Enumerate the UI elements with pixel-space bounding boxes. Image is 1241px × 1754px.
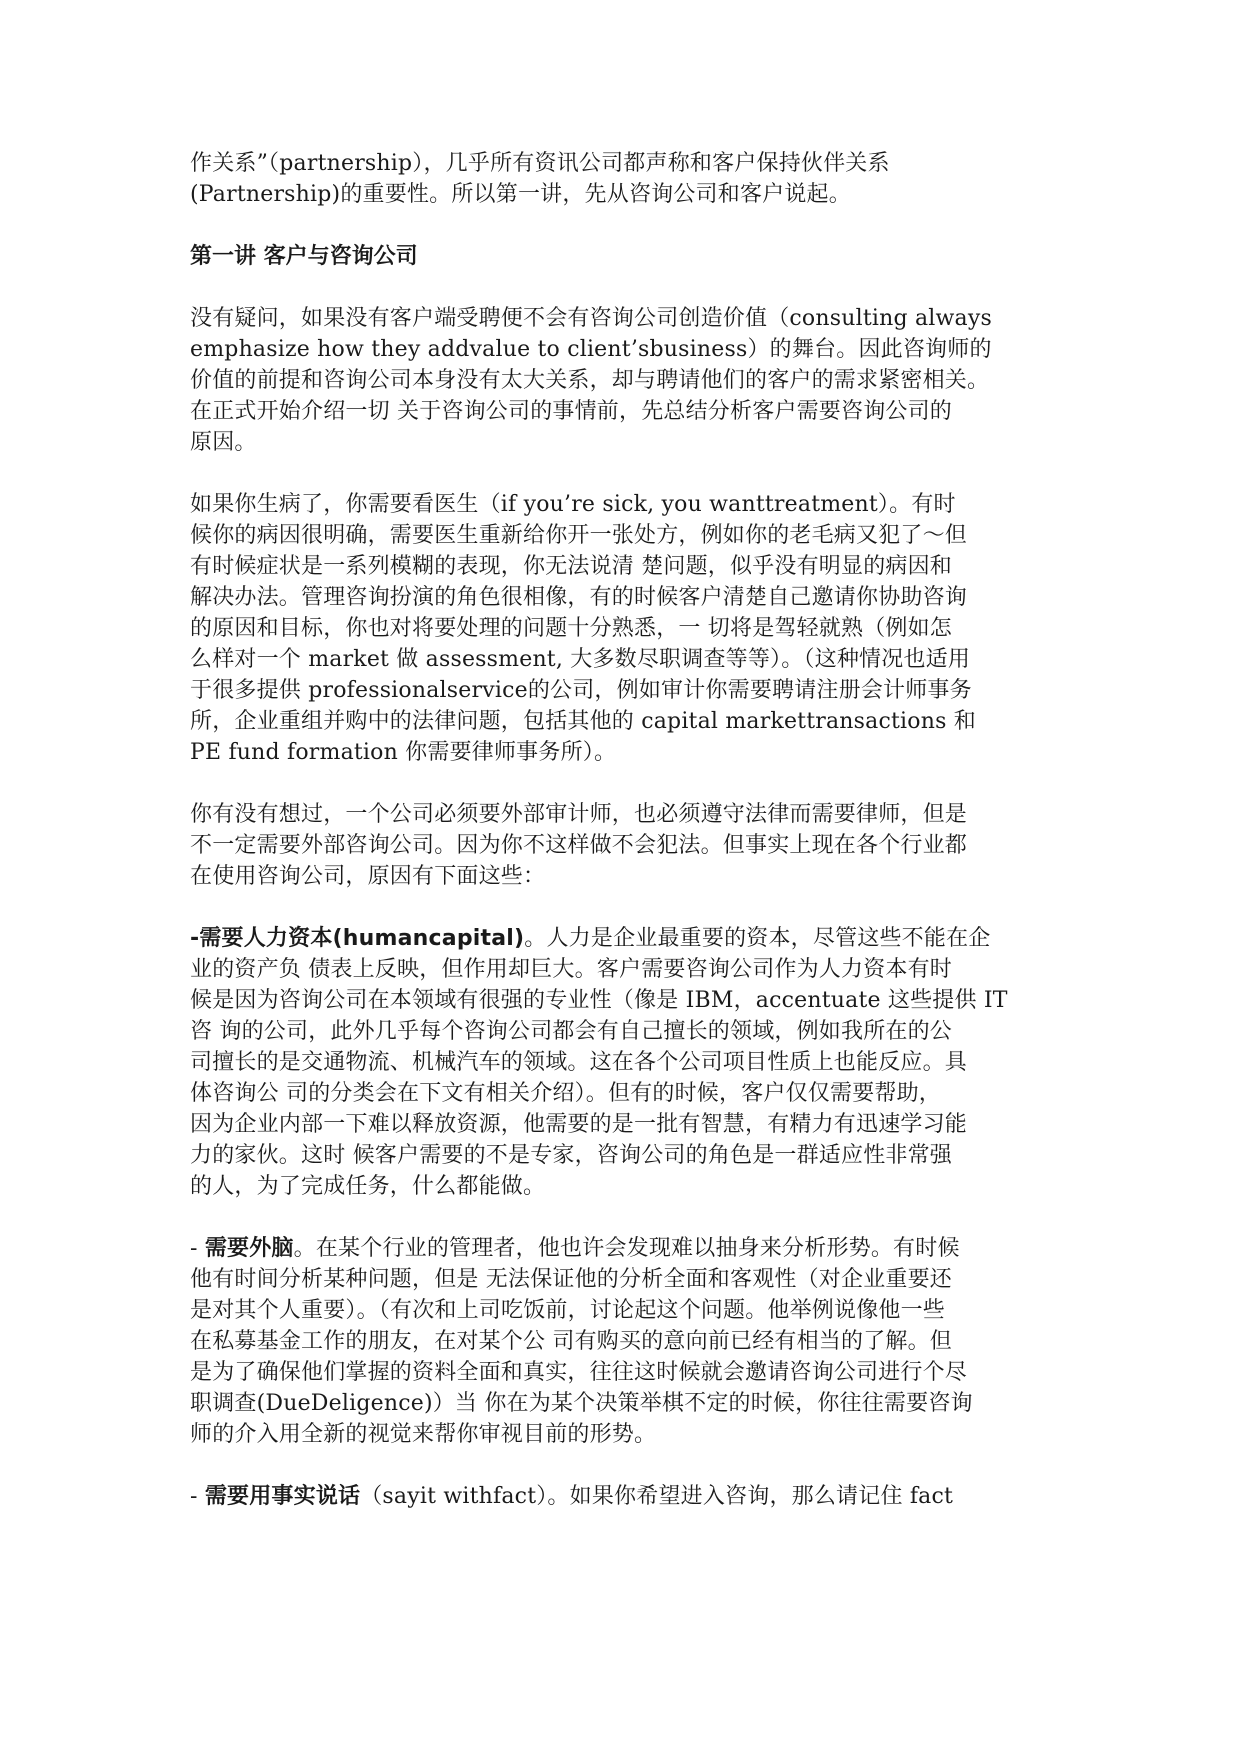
paragraph-human-capital	[190, 923, 1070, 1202]
paragraph-2	[190, 489, 1070, 768]
paragraph-external-brain	[190, 1233, 1070, 1450]
text-line: 职调查(DueDeligence)）当 你在为某个决策举棋不定的时候，你往往需要咨询	[190, 1391, 973, 1416]
text-line: 在使用咨询公司，原因有下面这些：	[190, 864, 546, 889]
text-line: 在私募基金工作的朋友，在对某个公 司有购买的意向前已经有相当的了解。但	[190, 1329, 952, 1354]
text-line: 候你的病因很明确，需要医生重新给你开一张处方，例如你的老毛病又犯了～但	[190, 523, 968, 548]
bullet-rest: 。人力是企业最重要的资本，尽管这些不能在企	[524, 926, 991, 951]
paragraph-facts	[190, 1481, 1070, 1512]
text-line: 司擅长的是交通物流、机械汽车的领域。这在各个公司项目性质上也能反应。具	[190, 1050, 968, 1075]
text-line-first	[190, 923, 1070, 954]
text-line: 是为了确保他们掌握的资料全面和真实，往往这时候就会邀请咨询公司进行个尽	[190, 1360, 968, 1385]
bullet-dash: -	[190, 1236, 205, 1261]
bullet-rest: 。在某个行业的管理者，他也许会发现难以抽身来分析形势。有时候	[293, 1236, 960, 1261]
paragraph-1	[190, 303, 1070, 458]
text-line: 是对其个人重要）。（有次和上司吃饭前，讨论起这个问题。他举例说像他一些	[190, 1298, 946, 1323]
text-line: 如果你生病了，你需要看医生（if you’re sick, you wanttreatment）。有时	[190, 492, 956, 517]
text-line: 不一定需要外部咨询公司。因为你不这样做不会犯法。但事实上现在各个行业都	[190, 833, 968, 858]
text-line: 作关系”（partnership），几乎所有资讯公司都声称和客户保持伙伴关系	[190, 151, 890, 176]
text-line-first	[190, 1481, 1070, 1512]
text-line: 他有时间分析某种问题，但是 无法保证他的分析全面和客观性（对企业重要还	[190, 1267, 952, 1292]
text-line: 所，企业重组并购中的法律问题，包括其他的 capital markettransactions 和	[190, 709, 976, 734]
text-line: emphasize how they addvalue to client’sbusiness）的舞台。因此咨询师的	[190, 337, 992, 362]
paragraph-3	[190, 799, 1070, 892]
bullet-lead-external-brain: 需要外脑	[204, 1236, 294, 1261]
text-line: 于很多提供 professionalservice的公司，例如审计你需要聘请注册会计师事务	[190, 678, 972, 703]
text-line: 师的介入用全新的视觉来帮你审视目前的形势。	[190, 1422, 657, 1447]
text-line: 候是因为咨询公司在本领域有很强的专业性（像是 IBM，accentuate 这些提供 IT	[190, 988, 1008, 1013]
text-line: 因为企业内部一下难以释放资源，他需要的是一批有智慧，有精力有迅速学习能	[190, 1112, 968, 1137]
text-line: 价值的前提和咨询公司本身没有太大关系，却与聘请他们的客户的需求紧密相关。	[190, 368, 990, 393]
bullet-lead-facts: 需要用事实说话	[204, 1484, 361, 1509]
bullet-lead-human-capital: -需要人力资本(humancapital)	[190, 926, 525, 951]
text-line: 没有疑问，如果没有客户端受聘便不会有咨询公司创造价值（consulting always	[190, 306, 992, 331]
section-heading: 第一讲 客户与咨询公司	[190, 244, 418, 269]
text-line: (Partnership)的重要性。所以第一讲，先从咨询公司和客户说起。	[190, 182, 851, 207]
text-line: 解决办法。管理咨询扮演的角色很相像，有的时候客户清楚自己邀请你协助咨询	[190, 585, 968, 610]
text-line: 体咨询公 司的分类会在下文有相关介绍）。但有的时候，客户仅仅需要帮助，	[190, 1081, 941, 1106]
text-line: 咨 询的公司，此外几乎每个咨询公司都会有自己擅长的领域，例如我所在的公	[190, 1019, 952, 1044]
text-line: 你有没有想过，一个公司必须要外部审计师，也必须遵守法律而需要律师，但是	[190, 802, 968, 827]
text-line: PE fund formation 你需要律师事务所）。	[190, 740, 617, 765]
document-page	[190, 148, 1070, 1512]
text-line: 原因。	[190, 430, 257, 455]
intro-paragraph	[190, 148, 1070, 210]
text-line: 业的资产负 债表上反映，但作用却巨大。客户需要咨询公司作为人力资本有时	[190, 957, 952, 982]
bullet-dash: -	[190, 1484, 205, 1509]
text-line: 的人，为了完成任务，什么都能做。	[190, 1174, 546, 1199]
text-line: 在正式开始介绍一切 关于咨询公司的事情前，先总结分析客户需要咨询公司的	[190, 399, 952, 424]
text-line: 有时候症状是一系列模糊的表现，你无法说清 楚问题，似乎没有明显的病因和	[190, 554, 952, 579]
text-line: 的原因和目标，你也对将要处理的问题十分熟悉，一 切将是驾轻就熟（例如怎	[190, 616, 952, 641]
bullet-rest: （sayit withfact）。如果你希望进入咨询，那么请记住 fact	[360, 1484, 954, 1509]
text-line-first	[190, 1233, 1070, 1264]
text-line: 力的家伙。这时 候客户需要的不是专家，咨询公司的角色是一群适应性非常强	[190, 1143, 952, 1168]
text-line: 么样对一个 market 做 assessment, 大多数尽职调查等等）。（这种情况也适用	[190, 647, 971, 672]
